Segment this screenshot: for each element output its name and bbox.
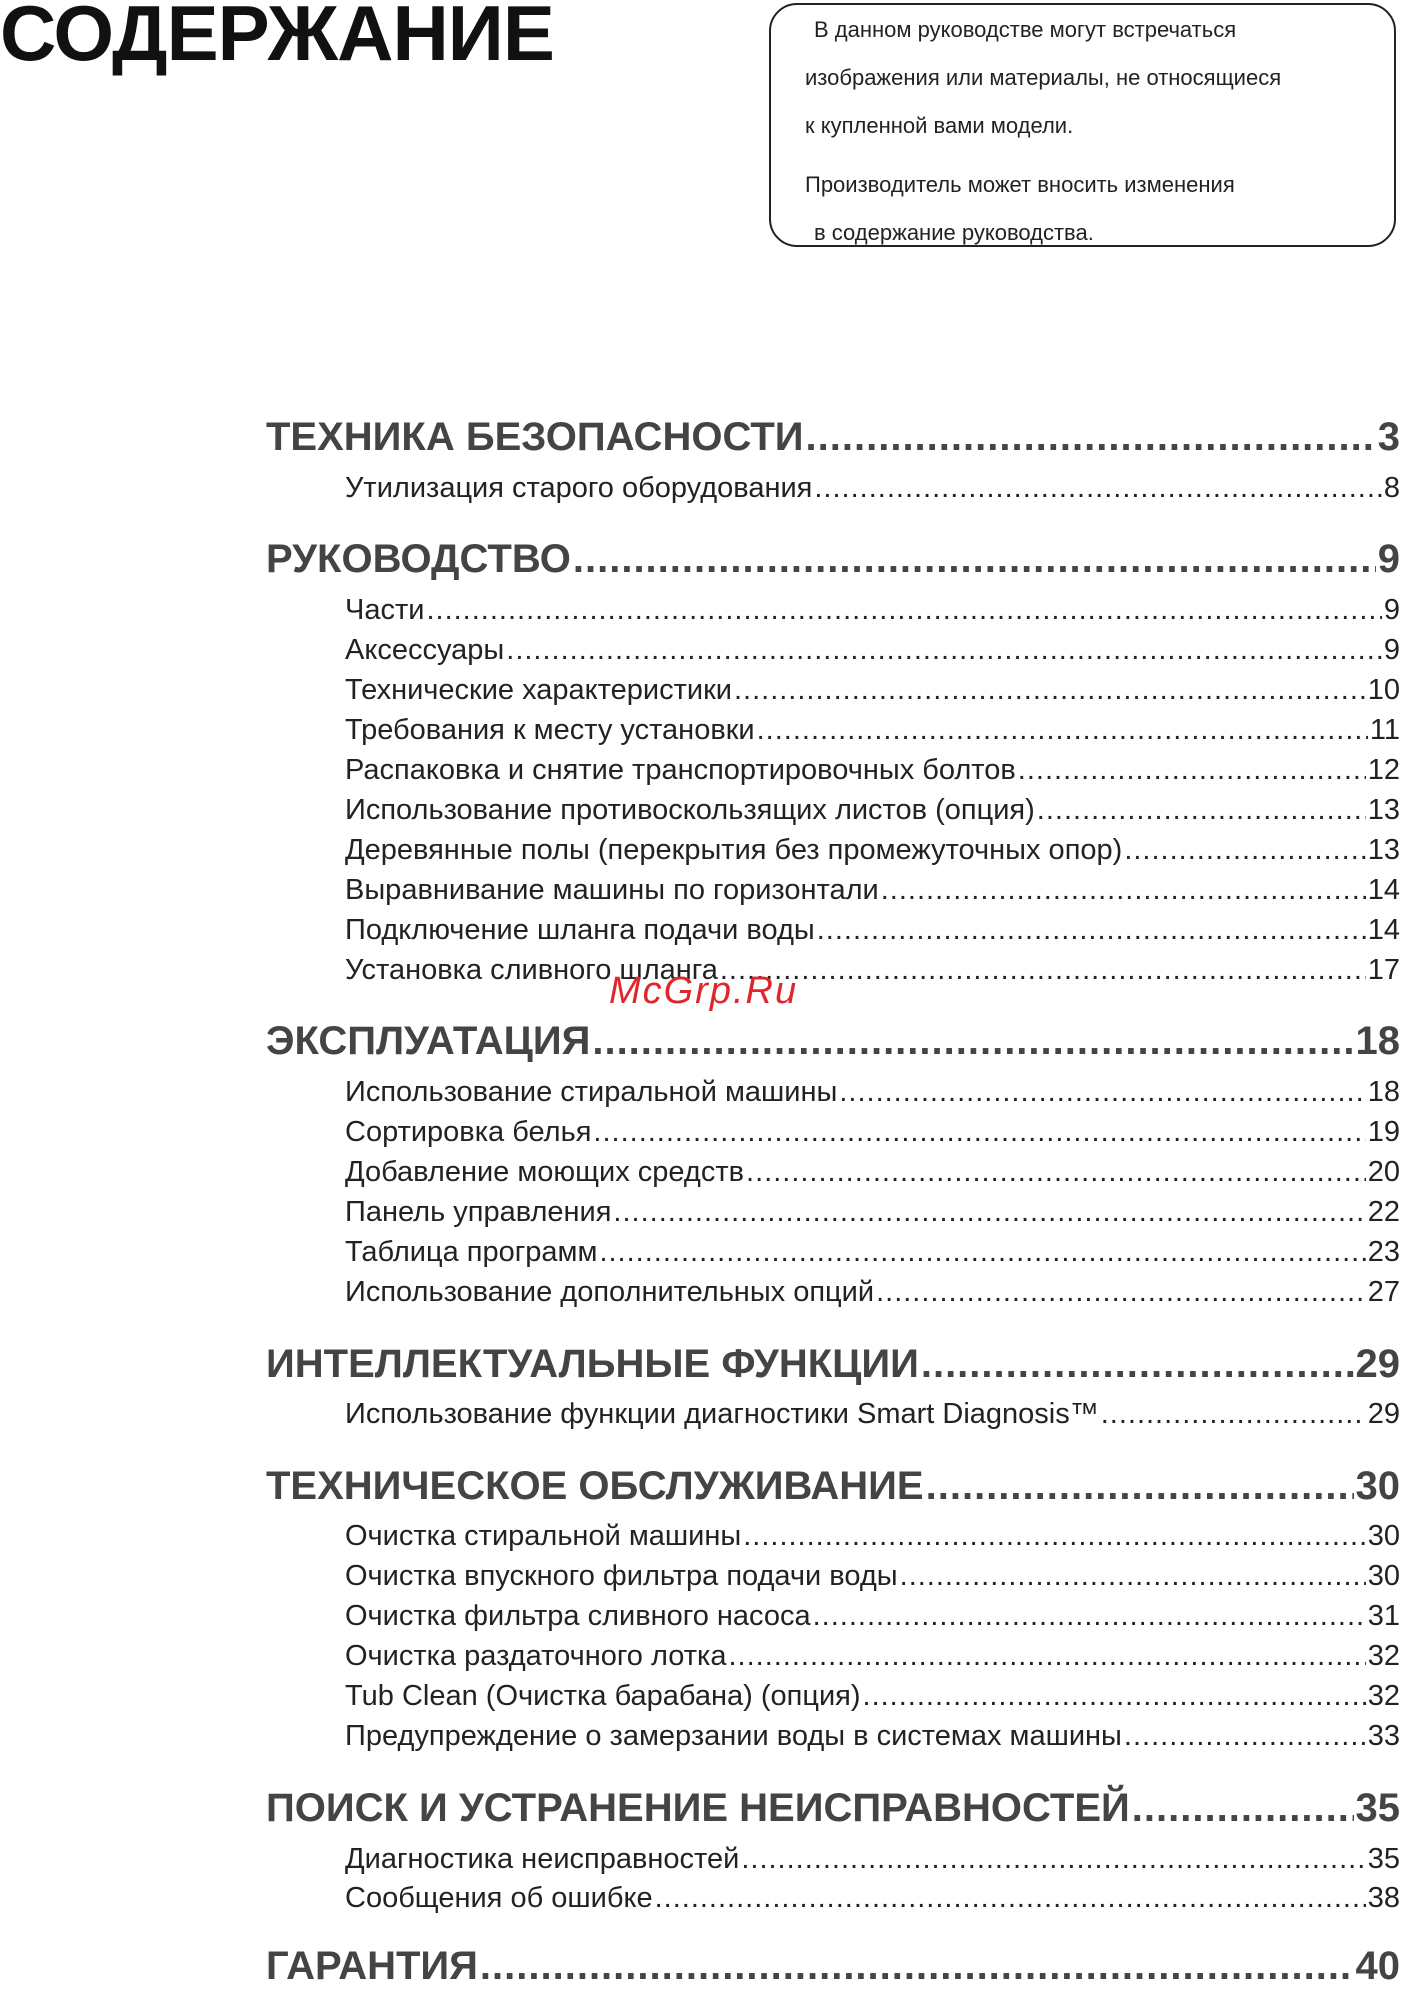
toc-item[interactable] (345, 472, 1400, 505)
toc-label: ТЕХНИКА БЕЗОПАСНОСТИ (266, 415, 804, 459)
toc-label: Технические характеристики (345, 674, 732, 706)
notice-line: Производитель может вносить изменения (805, 172, 1235, 197)
toc-item[interactable] (345, 1398, 1400, 1431)
toc-item[interactable] (345, 794, 1400, 827)
toc-item[interactable] (345, 754, 1400, 787)
toc-label: Панель управления (345, 1196, 612, 1228)
toc-page-number: 30 (1367, 1560, 1400, 1592)
toc-item[interactable] (345, 1560, 1400, 1593)
toc-item[interactable] (345, 1276, 1400, 1309)
toc-label: Tub Clean (Очистка барабана) (опция) (345, 1680, 861, 1712)
toc-page-number: 40 (1355, 1944, 1400, 1988)
toc-label: Распаковка и снятие транспортировочных болтов (345, 754, 1016, 786)
notice-line: изображения или материалы, не относящиеся (805, 65, 1282, 90)
toc-page-number: 14 (1367, 874, 1400, 906)
notice-line: В данном руководстве могут встречаться (814, 17, 1237, 42)
toc-item[interactable] (345, 1196, 1400, 1229)
toc-section[interactable] (266, 1944, 1400, 1989)
toc-item[interactable] (345, 874, 1400, 907)
dot-leader (599, 1236, 1365, 1269)
toc-page-number: 33 (1367, 1720, 1400, 1752)
toc-item[interactable] (345, 1156, 1400, 1189)
dot-leader (881, 874, 1366, 907)
toc-page-number: 9 (1377, 537, 1400, 581)
toc-page-number: 20 (1367, 1156, 1400, 1188)
toc-section[interactable] (266, 1786, 1400, 1831)
dot-leader (720, 954, 1366, 987)
toc-page-number: 19 (1367, 1116, 1400, 1148)
toc-item[interactable] (345, 1076, 1400, 1109)
toc-label: Очистка стиральной машины (345, 1520, 742, 1552)
toc-label: Предупреждение о замерзании воды в системах машины (345, 1720, 1122, 1752)
page-title: СОДЕРЖАНИЕ (0, 0, 554, 77)
toc-page-number: 3 (1377, 415, 1400, 459)
toc-label: ЭКСПЛУАТАЦИЯ (266, 1019, 591, 1063)
toc-page-number: 14 (1367, 914, 1400, 946)
notice-box (769, 3, 1396, 247)
toc-page-number: 29 (1355, 1342, 1400, 1386)
toc-label: Очистка фильтра сливного насоса (345, 1600, 811, 1632)
toc-label: Требования к месту установки (345, 714, 755, 746)
dot-leader (817, 914, 1366, 947)
dot-leader (813, 1600, 1366, 1633)
toc-label: Установка сливного шланга (345, 954, 718, 986)
toc-page-number: 31 (1367, 1600, 1400, 1632)
toc-item[interactable] (345, 1116, 1400, 1149)
toc-label: Выравнивание машины по горизонтали (345, 874, 879, 906)
toc-page-number: 27 (1367, 1276, 1400, 1308)
toc-label: Сортировка белья (345, 1116, 592, 1148)
dot-leader (426, 594, 1381, 627)
dot-leader (613, 1196, 1365, 1229)
toc-label: ТЕХНИЧЕСКОЕ ОБСЛУЖИВАНИЕ (266, 1464, 924, 1508)
notice-line: в содержание руководства. (814, 220, 1094, 245)
toc-page-number: 32 (1367, 1640, 1400, 1672)
toc-page-number: 29 (1367, 1398, 1400, 1430)
toc-section[interactable] (266, 1019, 1400, 1064)
toc-item[interactable] (345, 714, 1400, 747)
dot-leader (655, 1882, 1366, 1915)
toc-item[interactable] (345, 1520, 1400, 1553)
toc-section[interactable] (266, 537, 1400, 582)
toc-item[interactable] (345, 954, 1400, 987)
toc-label: Аксессуары (345, 634, 505, 666)
toc-label: Сообщения об ошибке (345, 1882, 653, 1914)
dot-leader (814, 472, 1381, 505)
toc-page-number: 22 (1367, 1196, 1400, 1228)
dot-leader (1018, 754, 1366, 787)
dot-leader (1124, 1720, 1366, 1753)
toc-page-number: 18 (1355, 1019, 1400, 1063)
dot-leader (1037, 794, 1366, 827)
toc-page-number: 11 (1369, 714, 1400, 746)
dot-leader (921, 1342, 1354, 1387)
toc-item[interactable] (345, 1680, 1400, 1713)
toc-label: ГАРАНТИЯ (266, 1944, 478, 1988)
dot-leader (839, 1076, 1365, 1109)
toc-item[interactable] (345, 1236, 1400, 1269)
toc-label: ИНТЕЛЛЕКТУАЛЬНЫЕ ФУНКЦИИ (266, 1342, 919, 1386)
toc-label: Части (345, 594, 425, 626)
toc-section[interactable] (266, 415, 1400, 460)
toc-item[interactable] (345, 1882, 1400, 1915)
toc-label: Утилизация старого оборудования (345, 472, 813, 504)
dot-leader (876, 1276, 1366, 1309)
toc-page-number: 23 (1367, 1236, 1400, 1268)
toc-page-number: 35 (1367, 1843, 1400, 1875)
toc-item[interactable] (345, 1843, 1400, 1876)
toc-item[interactable] (345, 1720, 1400, 1753)
toc-label: РУКОВОДСТВО (266, 537, 571, 581)
toc-label: Добавление моющих средств (345, 1156, 745, 1188)
toc-item[interactable] (345, 674, 1400, 707)
dot-leader (741, 1843, 1365, 1876)
dot-leader (506, 634, 1382, 667)
toc-item[interactable] (345, 834, 1400, 867)
toc-item[interactable] (345, 1640, 1400, 1673)
toc-section[interactable] (266, 1342, 1400, 1387)
dot-leader (480, 1944, 1354, 1989)
toc-label: Использование стиральной машины (345, 1076, 838, 1108)
toc-page-number: 30 (1355, 1464, 1400, 1508)
dot-leader (900, 1560, 1366, 1593)
dot-leader (806, 415, 1376, 460)
dot-leader (734, 674, 1366, 707)
dot-leader (926, 1464, 1354, 1509)
toc-label: Использование противоскользящих листов (опция) (345, 794, 1035, 826)
toc-label: Очистка впускного фильтра подачи воды (345, 1560, 898, 1592)
toc-item[interactable] (345, 594, 1400, 627)
toc-page-number: 10 (1367, 674, 1400, 706)
toc-item[interactable] (345, 914, 1400, 947)
dot-leader (728, 1640, 1365, 1673)
dot-leader (746, 1156, 1366, 1189)
toc-label: Использование функции диагностики Smart Diagnosis™ (345, 1398, 1099, 1430)
toc-page-number: 30 (1367, 1520, 1400, 1552)
toc-label: Использование дополнительных опций (345, 1276, 875, 1308)
dot-leader (1132, 1786, 1354, 1831)
toc-page-number: 18 (1367, 1076, 1400, 1108)
toc-page-number: 8 (1383, 472, 1400, 504)
toc-label: ПОИСК И УСТРАНЕНИЕ НЕИСПРАВНОСТЕЙ (266, 1786, 1130, 1830)
toc-label: Деревянные полы (перекрытия без промежуточных опор) (345, 834, 1123, 866)
toc-page-number: 13 (1367, 794, 1400, 826)
toc-label: Таблица программ (345, 1236, 598, 1268)
dot-leader (863, 1680, 1366, 1713)
watermark: McGrp.Ru (609, 970, 799, 1012)
toc-item[interactable] (345, 634, 1400, 667)
toc-page-number: 9 (1383, 634, 1400, 666)
toc-page-number: 13 (1367, 834, 1400, 866)
notice-line: к купленной вами модели. (805, 113, 1074, 138)
toc-page-number: 38 (1367, 1882, 1400, 1914)
dot-leader (592, 1019, 1353, 1064)
toc-label: Диагностика неисправностей (345, 1843, 740, 1875)
toc-section[interactable] (266, 1464, 1400, 1509)
toc-item[interactable] (345, 1600, 1400, 1633)
toc-label: Подключение шланга подачи воды (345, 914, 815, 946)
dot-leader (743, 1520, 1366, 1553)
toc-page-number: 12 (1367, 754, 1400, 786)
toc-page-number: 17 (1367, 954, 1400, 986)
toc-page-number: 9 (1383, 594, 1400, 626)
dot-leader (573, 537, 1376, 582)
toc-page-number: 35 (1355, 1786, 1400, 1830)
dot-leader (593, 1116, 1365, 1149)
dot-leader (1101, 1398, 1366, 1431)
dot-leader (1124, 834, 1365, 867)
dot-leader (757, 714, 1368, 747)
toc-page-number: 32 (1367, 1680, 1400, 1712)
toc-label: Очистка раздаточного лотка (345, 1640, 727, 1672)
